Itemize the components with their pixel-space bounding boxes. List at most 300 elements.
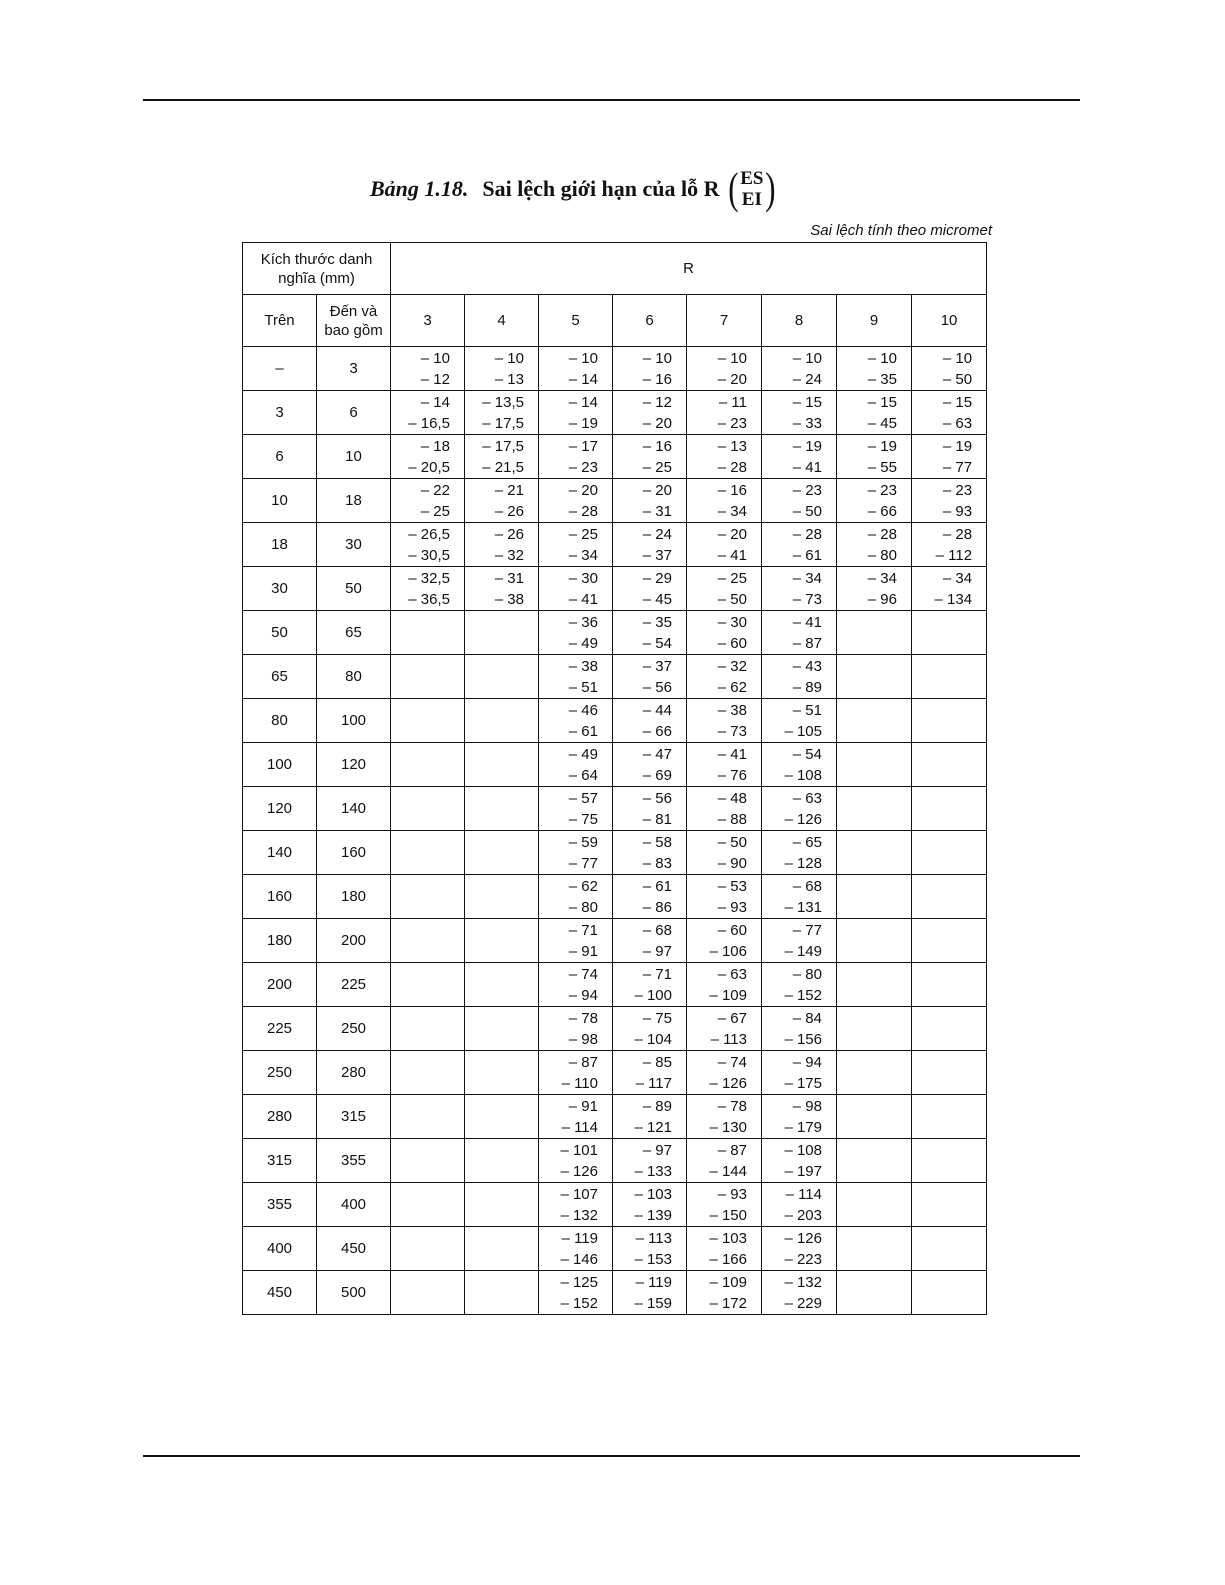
- upper-deviation: – 10: [568, 349, 598, 367]
- upper-deviation: – 20: [568, 481, 598, 499]
- size-to-cell: 180: [317, 875, 391, 919]
- lower-deviation: – 93: [717, 898, 747, 916]
- deviation-cell: [837, 1271, 912, 1315]
- deviation-cell: [762, 567, 837, 611]
- upper-deviation: – 97: [642, 1141, 672, 1159]
- upper-deviation: – 10: [420, 349, 450, 367]
- lower-deviation: – 83: [642, 854, 672, 872]
- upper-deviation: – 62: [568, 877, 598, 895]
- top-rule: [143, 99, 1080, 101]
- table-row: [243, 787, 987, 831]
- lower-deviation: – 51: [568, 678, 598, 696]
- lower-deviation: – 98: [568, 1030, 598, 1048]
- upper-deviation: – 47: [642, 745, 672, 763]
- deviation-cell: [837, 743, 912, 787]
- size-from-cell: 180: [243, 919, 317, 963]
- upper-deviation: – 107: [560, 1185, 598, 1203]
- deviation-cell: [613, 1227, 687, 1271]
- grade-header: 10: [912, 295, 987, 347]
- upper-deviation: – 126: [784, 1229, 822, 1247]
- table-row: [243, 743, 987, 787]
- deviation-cell: [391, 743, 465, 787]
- size-to-cell: 225: [317, 963, 391, 1007]
- deviation-cell: [391, 1227, 465, 1271]
- lower-deviation: – 121: [634, 1118, 672, 1136]
- lower-deviation: – 156: [784, 1030, 822, 1048]
- deviation-cell: [465, 699, 539, 743]
- deviation-cell: [465, 831, 539, 875]
- deviation-cell: [687, 1095, 762, 1139]
- lower-deviation: – 16,5: [408, 414, 450, 432]
- upper-deviation: – 87: [568, 1053, 598, 1071]
- size-from-cell: –: [243, 347, 317, 391]
- lower-deviation: – 41: [717, 546, 747, 564]
- upper-deviation: – 78: [568, 1009, 598, 1027]
- table-row: [243, 1227, 987, 1271]
- deviation-cell: [762, 963, 837, 1007]
- deviation-cell: [762, 875, 837, 919]
- deviation-cell: [539, 1095, 613, 1139]
- upper-deviation: – 87: [717, 1141, 747, 1159]
- upper-deviation: – 109: [709, 1273, 747, 1291]
- lower-deviation: – 49: [568, 634, 598, 652]
- lower-deviation: – 54: [642, 634, 672, 652]
- deviation-cell: [465, 919, 539, 963]
- upper-deviation: – 44: [642, 701, 672, 719]
- deviation-cell: [539, 1183, 613, 1227]
- lower-deviation: – 152: [784, 986, 822, 1004]
- upper-deviation: – 38: [717, 701, 747, 719]
- deviation-cell: [613, 391, 687, 435]
- table-row: [243, 479, 987, 523]
- upper-deviation: – 57: [568, 789, 598, 807]
- upper-deviation: – 103: [634, 1185, 672, 1203]
- lower-deviation: – 126: [784, 810, 822, 828]
- lower-deviation: – 150: [709, 1206, 747, 1224]
- size-to-cell: 250: [317, 1007, 391, 1051]
- grade-header: 8: [762, 295, 837, 347]
- deviation-cell: [465, 1139, 539, 1183]
- deviation-cell: [762, 831, 837, 875]
- deviation-cell: [912, 787, 987, 831]
- deviation-cell: [687, 1183, 762, 1227]
- lower-deviation: – 81: [642, 810, 672, 828]
- upper-deviation: – 21: [494, 481, 524, 499]
- lower-deviation: – 50: [717, 590, 747, 608]
- lower-deviation: – 28: [717, 458, 747, 476]
- to-header: Đến và bao gồm: [317, 295, 391, 347]
- lower-deviation: – 80: [867, 546, 897, 564]
- upper-deviation: – 15: [792, 393, 822, 411]
- deviation-cell: [837, 391, 912, 435]
- deviation-cell: [687, 1227, 762, 1271]
- upper-deviation: – 61: [642, 877, 672, 895]
- size-from-cell: 80: [243, 699, 317, 743]
- deviation-cell: [762, 1271, 837, 1315]
- deviation-cell: [687, 391, 762, 435]
- upper-deviation: – 10: [642, 349, 672, 367]
- deviation-cell: [391, 1139, 465, 1183]
- lower-deviation: – 50: [942, 370, 973, 388]
- deviation-cell: [391, 919, 465, 963]
- upper-deviation: – 30: [717, 613, 747, 631]
- deviation-cell: [613, 435, 687, 479]
- deviation-cell: [762, 347, 837, 391]
- lower-deviation: – 14: [568, 370, 598, 388]
- deviation-cell: [613, 1007, 687, 1051]
- deviation-cell: [465, 1095, 539, 1139]
- lower-deviation: – 172: [709, 1294, 747, 1312]
- lower-deviation: – 35: [867, 370, 897, 388]
- deviation-cell: [391, 831, 465, 875]
- upper-deviation: – 14: [568, 393, 598, 411]
- upper-deviation: – 36: [568, 613, 598, 631]
- deviation-cell: [837, 435, 912, 479]
- deviation-cell: [539, 919, 613, 963]
- size-from-cell: 65: [243, 655, 317, 699]
- lower-deviation: – 34: [568, 546, 598, 564]
- deviation-cell: [687, 523, 762, 567]
- deviation-cell: [539, 655, 613, 699]
- deviation-cell: [391, 787, 465, 831]
- lower-deviation: – 133: [634, 1162, 672, 1180]
- upper-deviation: – 16: [717, 481, 747, 499]
- deviation-cell: [539, 1227, 613, 1271]
- deviation-cell: [837, 567, 912, 611]
- upper-deviation: – 71: [568, 921, 598, 939]
- upper-deviation: – 37: [642, 657, 672, 675]
- size-from-cell: 120: [243, 787, 317, 831]
- upper-deviation: – 89: [642, 1097, 672, 1115]
- lower-deviation: – 94: [568, 986, 598, 1004]
- upper-deviation: – 91: [568, 1097, 598, 1115]
- lower-deviation: – 223: [784, 1250, 822, 1268]
- upper-deviation: – 25: [568, 525, 598, 543]
- size-to-cell: 450: [317, 1227, 391, 1271]
- deviation-cell: [465, 1007, 539, 1051]
- upper-deviation: – 41: [717, 745, 747, 763]
- size-to-cell: 65: [317, 611, 391, 655]
- lower-deviation: – 159: [634, 1294, 672, 1312]
- upper-deviation: – 101: [560, 1141, 598, 1159]
- upper-deviation: – 15: [867, 393, 897, 411]
- lower-deviation: – 105: [784, 722, 822, 740]
- deviation-cell: [687, 1051, 762, 1095]
- upper-deviation: – 63: [792, 789, 822, 807]
- upper-deviation: – 38: [568, 657, 598, 675]
- lower-deviation: – 25: [420, 502, 450, 520]
- deviation-cell: [837, 1227, 912, 1271]
- size-to-cell: 200: [317, 919, 391, 963]
- deviation-cell: [687, 743, 762, 787]
- upper-deviation: – 20: [717, 525, 747, 543]
- table-row: [243, 831, 987, 875]
- deviation-cell: [465, 787, 539, 831]
- lower-deviation: – 34: [717, 502, 747, 520]
- upper-deviation: – 114: [785, 1185, 822, 1203]
- deviation-cell: [391, 655, 465, 699]
- deviation-cell: [613, 875, 687, 919]
- deviation-cell: [613, 1271, 687, 1315]
- size-from-cell: 225: [243, 1007, 317, 1051]
- deviation-cell: [465, 875, 539, 919]
- size-to-cell: 50: [317, 567, 391, 611]
- upper-deviation: – 19: [867, 437, 897, 455]
- deviation-cell: [837, 1095, 912, 1139]
- upper-deviation: – 26: [494, 525, 524, 543]
- upper-deviation: – 18: [420, 437, 450, 455]
- deviation-cell: [539, 391, 613, 435]
- lower-deviation: – 38: [494, 590, 524, 608]
- deviation-cell: [391, 1271, 465, 1315]
- deviation-cell: [837, 1139, 912, 1183]
- size-from-cell: 450: [243, 1271, 317, 1315]
- lower-deviation: – 61: [792, 546, 822, 564]
- upper-deviation: – 119: [635, 1273, 672, 1291]
- lower-deviation: – 112: [935, 546, 973, 564]
- deviation-cell: [912, 435, 987, 479]
- deviation-cell: [539, 1051, 613, 1095]
- size-to-cell: 6: [317, 391, 391, 435]
- lower-deviation: – 87: [792, 634, 822, 652]
- size-to-cell: 30: [317, 523, 391, 567]
- upper-deviation-label: ES: [740, 168, 764, 189]
- lower-deviation: – 26: [494, 502, 524, 520]
- deviation-cell: [613, 567, 687, 611]
- tolerance-table: [242, 242, 987, 1315]
- deviation-cell: [465, 743, 539, 787]
- deviation-cell: [613, 919, 687, 963]
- deviation-cell: [912, 875, 987, 919]
- lower-deviation: – 61: [568, 722, 598, 740]
- table-row: [243, 1007, 987, 1051]
- size-to-cell: 500: [317, 1271, 391, 1315]
- deviation-cell: [391, 479, 465, 523]
- upper-deviation: – 68: [642, 921, 672, 939]
- deviation-cell: [762, 919, 837, 963]
- upper-deviation: – 23: [867, 481, 897, 499]
- deviation-cell: [762, 1227, 837, 1271]
- upper-deviation: – 11: [718, 393, 747, 411]
- lower-deviation: – 20: [717, 370, 747, 388]
- deviation-cell: [837, 787, 912, 831]
- deviation-cell: [465, 435, 539, 479]
- lower-deviation: – 179: [784, 1118, 822, 1136]
- lower-deviation: – 139: [634, 1206, 672, 1224]
- upper-deviation: – 77: [792, 921, 822, 939]
- size-from-cell: 200: [243, 963, 317, 1007]
- deviation-cell: [762, 1095, 837, 1139]
- lower-deviation: – 64: [568, 766, 598, 784]
- table-row: [243, 875, 987, 919]
- size-from-cell: 160: [243, 875, 317, 919]
- upper-deviation: – 16: [642, 437, 672, 455]
- deviation-cell: [912, 919, 987, 963]
- upper-deviation: – 93: [717, 1185, 747, 1203]
- deviation-cell: [613, 699, 687, 743]
- deviation-cell: [465, 479, 539, 523]
- lower-deviation: – 76: [717, 766, 747, 784]
- deviation-cell: [613, 1095, 687, 1139]
- deviation-cell: [613, 787, 687, 831]
- deviation-cell: [762, 1183, 837, 1227]
- upper-deviation: – 17,5: [482, 437, 524, 455]
- upper-deviation: – 75: [642, 1009, 672, 1027]
- lower-deviation-label: EI: [741, 189, 762, 210]
- size-from-cell: 3: [243, 391, 317, 435]
- lower-deviation: – 106: [709, 942, 747, 960]
- lower-deviation: – 66: [867, 502, 897, 520]
- lower-deviation: – 23: [717, 414, 747, 432]
- deviation-cell: [762, 1007, 837, 1051]
- lower-deviation: – 197: [784, 1162, 822, 1180]
- lower-deviation: – 126: [709, 1074, 747, 1092]
- lower-deviation: – 166: [709, 1250, 747, 1268]
- deviation-cell: [539, 875, 613, 919]
- deviation-cell: [465, 567, 539, 611]
- grade-header: 7: [687, 295, 762, 347]
- upper-deviation: – 125: [560, 1273, 598, 1291]
- table-row: [243, 611, 987, 655]
- lower-deviation: – 23: [568, 458, 598, 476]
- deviation-cell: [762, 611, 837, 655]
- table-row: [243, 655, 987, 699]
- upper-deviation: – 23: [942, 481, 973, 499]
- size-to-cell: 10: [317, 435, 391, 479]
- deviation-cell: [687, 1007, 762, 1051]
- upper-deviation: – 103: [709, 1229, 747, 1247]
- deviation-cell: [391, 1007, 465, 1051]
- size-from-cell: 315: [243, 1139, 317, 1183]
- table-row: [243, 699, 987, 743]
- upper-deviation: – 31: [494, 569, 524, 587]
- deviation-cell: [465, 655, 539, 699]
- deviation-cell: [613, 1183, 687, 1227]
- deviation-cell: [613, 1139, 687, 1183]
- size-to-cell: 3: [317, 347, 391, 391]
- deviation-cell: [613, 523, 687, 567]
- size-from-cell: 140: [243, 831, 317, 875]
- deviation-cell: [465, 963, 539, 1007]
- deviation-cell: [837, 1051, 912, 1095]
- deviation-cell: [762, 523, 837, 567]
- deviation-cell: [687, 347, 762, 391]
- deviation-cell: [391, 611, 465, 655]
- lower-deviation: – 20,5: [408, 458, 450, 476]
- upper-deviation: – 108: [784, 1141, 822, 1159]
- lower-deviation: – 73: [792, 590, 822, 608]
- lower-deviation: – 12: [420, 370, 450, 388]
- deviation-cell: [912, 347, 987, 391]
- upper-deviation: – 35: [642, 613, 672, 631]
- deviation-cell: [391, 963, 465, 1007]
- size-from-cell: 6: [243, 435, 317, 479]
- lower-deviation: – 28: [568, 502, 598, 520]
- deviation-cell: [687, 611, 762, 655]
- upper-deviation: – 132: [784, 1273, 822, 1291]
- lower-deviation: – 69: [642, 766, 672, 784]
- upper-deviation: – 84: [792, 1009, 822, 1027]
- table-row: [243, 1183, 987, 1227]
- deviation-cell: [837, 523, 912, 567]
- table-title: [370, 163, 890, 215]
- upper-deviation: – 34: [792, 569, 822, 587]
- upper-deviation: – 41: [792, 613, 822, 631]
- upper-deviation: – 85: [642, 1053, 672, 1071]
- deviation-cell: [912, 1051, 987, 1095]
- lower-deviation: – 96: [867, 590, 897, 608]
- deviation-cell: [912, 831, 987, 875]
- lower-deviation: – 19: [568, 414, 598, 432]
- es-ei-fraction: [726, 164, 779, 213]
- upper-deviation: – 10: [717, 349, 747, 367]
- lower-deviation: – 175: [784, 1074, 822, 1092]
- lower-deviation: – 104: [634, 1030, 672, 1048]
- lower-deviation: – 114: [561, 1118, 598, 1136]
- deviation-cell: [912, 1095, 987, 1139]
- deviation-cell: [912, 1227, 987, 1271]
- upper-deviation: – 58: [642, 833, 672, 851]
- lower-deviation: – 203: [784, 1206, 822, 1224]
- table-row: [243, 963, 987, 1007]
- deviation-cell: [912, 963, 987, 1007]
- size-from-cell: 250: [243, 1051, 317, 1095]
- deviation-cell: [465, 611, 539, 655]
- deviation-cell: [687, 787, 762, 831]
- deviation-cell: [837, 479, 912, 523]
- deviation-cell: [539, 831, 613, 875]
- lower-deviation: – 88: [717, 810, 747, 828]
- upper-deviation: – 59: [568, 833, 598, 851]
- upper-deviation: – 56: [642, 789, 672, 807]
- upper-deviation: – 46: [568, 701, 598, 719]
- lower-deviation: – 41: [792, 458, 822, 476]
- deviation-cell: [391, 435, 465, 479]
- lower-deviation: – 130: [709, 1118, 747, 1136]
- table-row: [243, 919, 987, 963]
- upper-deviation: – 50: [717, 833, 747, 851]
- deviation-cell: [837, 919, 912, 963]
- size-to-cell: 18: [317, 479, 391, 523]
- deviation-cell: [465, 523, 539, 567]
- size-from-cell: 50: [243, 611, 317, 655]
- lower-deviation: – 146: [560, 1250, 598, 1268]
- lower-deviation: – 30,5: [408, 546, 450, 564]
- upper-deviation: – 17: [568, 437, 598, 455]
- deviation-cell: [837, 1007, 912, 1051]
- upper-deviation: – 28: [792, 525, 822, 543]
- table-title-text: Sai lệch giới hạn của lỗ R: [482, 176, 720, 201]
- deviation-cell: [465, 391, 539, 435]
- lower-deviation: – 86: [642, 898, 672, 916]
- table-row: [243, 1051, 987, 1095]
- deviation-cell: [687, 479, 762, 523]
- bottom-rule: [143, 1455, 1080, 1457]
- table-row: [243, 1139, 987, 1183]
- deviation-cell: [613, 831, 687, 875]
- lower-deviation: – 45: [867, 414, 897, 432]
- upper-deviation: – 19: [942, 437, 973, 455]
- upper-deviation: – 32,5: [408, 569, 450, 587]
- deviation-cell: [837, 611, 912, 655]
- upper-deviation: – 29: [642, 569, 672, 587]
- deviation-cell: [912, 391, 987, 435]
- lower-deviation: – 144: [709, 1162, 747, 1180]
- size-to-cell: 80: [317, 655, 391, 699]
- lower-deviation: – 41: [568, 590, 598, 608]
- deviation-cell: [539, 347, 613, 391]
- deviation-cell: [912, 1007, 987, 1051]
